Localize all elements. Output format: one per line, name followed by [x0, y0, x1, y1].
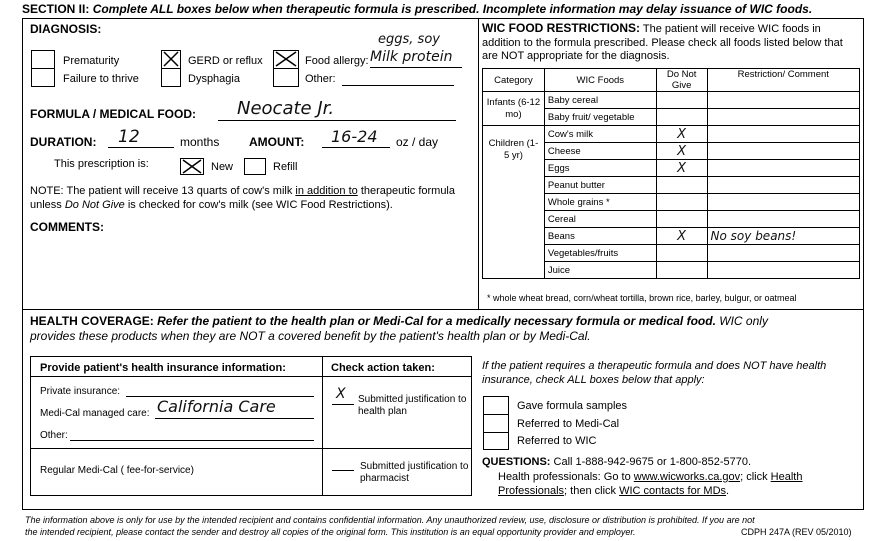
comment-cell[interactable] [707, 245, 859, 262]
do-not-give-cell[interactable] [656, 177, 707, 194]
food-cell: Baby fruit/ vegetable [544, 109, 656, 126]
allergy-handwritten-1: eggs, soy [378, 32, 440, 47]
food-cell: Baby cereal [544, 92, 656, 109]
amount-label: AMOUNT: [249, 135, 305, 149]
note-text: NOTE: The patient will receive 13 quarts of cow's milk in addition to therapeutic formula unless Do Not Give is checked for cow's milk (see WIC Food Restrictions). [30, 185, 455, 211]
comment-cell[interactable] [707, 194, 859, 211]
referred-medical-label: Referred to Medi-Cal [517, 418, 620, 430]
submitted-pharm-line[interactable] [332, 470, 354, 471]
other-insurance-label: Other: [40, 430, 68, 441]
do-not-give-cell[interactable] [656, 245, 707, 262]
prematurity-label: Prematurity [63, 55, 120, 67]
food-cell: Beans [544, 228, 656, 245]
amount-value: 16-24 [331, 127, 378, 146]
patient-info-heading: Provide patient's health insurance information: [40, 362, 286, 374]
duration-value: 12 [118, 127, 140, 147]
medical-managed-value: California Care [157, 397, 276, 416]
food-allergy-check-mark [273, 50, 299, 68]
food-allergy-label: Food allergy: [305, 55, 369, 67]
submitted-pharm-label: Submitted justification to pharmacist [360, 461, 469, 484]
do-not-give-cell[interactable] [656, 194, 707, 211]
comment-cell[interactable] [707, 143, 859, 160]
wic-contacts-link[interactable]: WIC contacts for MDs [619, 485, 727, 497]
wic-header-row [483, 69, 860, 92]
questions-line: QUESTIONS: Call 1-888-942-9675 or 1-800-852-5770. [482, 456, 752, 468]
diagnosis-heading: DIAGNOSIS: [30, 22, 102, 36]
health-coverage-text: HEALTH COVERAGE: Refer the patient to the health plan or Medi-Cal for a medically necessary formula or medical food. WIC only provides these products when they are NOT a covered benefit by the patient's health plan or by Medi-Cal. [30, 314, 768, 343]
gerd-check-mark [161, 50, 181, 68]
do-not-give-cell[interactable] [656, 109, 707, 126]
col-wic-foods: WIC Foods [544, 69, 656, 92]
wicworks-link[interactable]: www.wicworks.ca.gov [633, 471, 741, 483]
do-not-give-cell[interactable]: X [656, 126, 707, 143]
col-category: Category [483, 69, 545, 92]
section-title: SECTION II: Complete ALL boxes below when therapeutic formula is prescribed. Incomplete information may delay issuance of WIC foods. [22, 2, 813, 16]
private-insurance-label: Private insurance: [40, 386, 121, 397]
other-insurance-line[interactable] [70, 440, 314, 441]
children-category: Children (1-5 yr) [483, 126, 545, 279]
column-divider [478, 18, 479, 310]
food-cell: Whole grains * [544, 194, 656, 211]
medical-managed-label: Medi-Cal managed care: [40, 408, 150, 419]
health-professionals-link[interactable]: Health Professionals [498, 471, 803, 497]
gave-samples-label: Gave formula samples [517, 400, 628, 412]
do-not-give-cell[interactable]: X [656, 160, 707, 177]
formula-value: Neocate Jr. [237, 98, 335, 119]
table-row [483, 126, 860, 143]
col-restriction: Restriction/ Comment [707, 69, 859, 92]
submitted-health-label: Submitted justification to health plan [358, 394, 467, 417]
food-cell: Vegetables/fruits [544, 245, 656, 262]
comment-cell[interactable] [707, 109, 859, 126]
other-input-line[interactable] [342, 85, 454, 86]
col-do-not-give: Do Not Give [656, 69, 707, 92]
health-professionals-text: Health professionals: Go to www.wicworks.ca.gov; click Health Professionals; then click WIC contacts for MDs. [498, 471, 803, 497]
dysphagia-label: Dysphagia [188, 73, 240, 85]
regular-medical-label: Regular Medi-Cal ( fee-for-service) [40, 465, 194, 476]
comments-label: COMMENTS: [30, 220, 104, 234]
food-cell: Cereal [544, 211, 656, 228]
comment-cell[interactable] [707, 160, 859, 177]
failure-to-thrive-label: Failure to thrive [63, 73, 139, 85]
prescription-label: This prescription is: [54, 158, 149, 170]
comment-cell[interactable]: No soy beans! [707, 228, 859, 245]
table-row [483, 92, 860, 109]
food-cell: Eggs [544, 160, 656, 177]
do-not-give-cell[interactable]: X [656, 143, 707, 160]
food-cell: Cow's milk [544, 126, 656, 143]
allergy-handwritten-2: Milk protein [370, 49, 453, 65]
wic-footnote: * whole wheat bread, corn/wheat tortilla, brown rice, barley, bulgur, or oatmeal [487, 293, 797, 303]
do-not-give-cell[interactable]: X [656, 228, 707, 245]
refill-checkbox[interactable] [244, 158, 266, 175]
do-not-give-cell[interactable] [656, 262, 707, 279]
no-insurance-intro: If the patient requires a therapeutic formula and does NOT have health insurance, check ALL boxes below that apply: [482, 360, 827, 386]
wic-intro: WIC FOOD RESTRICTIONS: The patient will receive WIC foods in addition to the formula prescribed. Please check all foods listed below that are NOT appropriate for the diagnosis. [482, 21, 843, 62]
refill-label: Refill [273, 161, 298, 173]
comment-cell[interactable] [707, 92, 859, 109]
amount-unit: oz / day [396, 135, 439, 149]
footer-line-2: the intended recipient, please contact the sender and destroy all copies of the original form. This institution is an equal opportunity provider and employer. [25, 527, 636, 537]
other-label: Other: [305, 73, 336, 85]
footer-line-1: The information above is only for use by the intended recipient and contains confidential information. Any unauthorized review, use, disclosure or distribution is prohibited. If you are not [25, 515, 755, 525]
actions-heading: Check action taken: [331, 362, 435, 374]
section-divider [22, 309, 864, 310]
no-insurance-checkboxes[interactable] [483, 396, 509, 450]
food-cell: Juice [544, 262, 656, 279]
duration-unit: months [180, 135, 220, 149]
infants-category: Infants (6-12 mo) [483, 92, 545, 126]
referred-wic-label: Referred to WIC [517, 435, 597, 447]
new-check-mark [180, 158, 204, 175]
submitted-health-line[interactable] [332, 404, 354, 405]
comment-cell[interactable] [707, 211, 859, 228]
form-id: CDPH 247A (REV 05/2010) [741, 527, 852, 537]
new-label: New [211, 161, 234, 173]
formula-label: FORMULA / MEDICAL FOOD: [30, 107, 196, 121]
do-not-give-cell[interactable] [656, 211, 707, 228]
comment-cell[interactable] [707, 262, 859, 279]
wic-table [482, 68, 860, 279]
submitted-health-mark: X [336, 386, 346, 402]
gerd-label: GERD or reflux [188, 55, 263, 67]
duration-label: DURATION: [30, 135, 97, 149]
comment-cell[interactable] [707, 177, 859, 194]
do-not-give-cell[interactable] [656, 92, 707, 109]
food-cell: Cheese [544, 143, 656, 160]
food-cell: Peanut butter [544, 177, 656, 194]
comment-cell[interactable] [707, 126, 859, 143]
